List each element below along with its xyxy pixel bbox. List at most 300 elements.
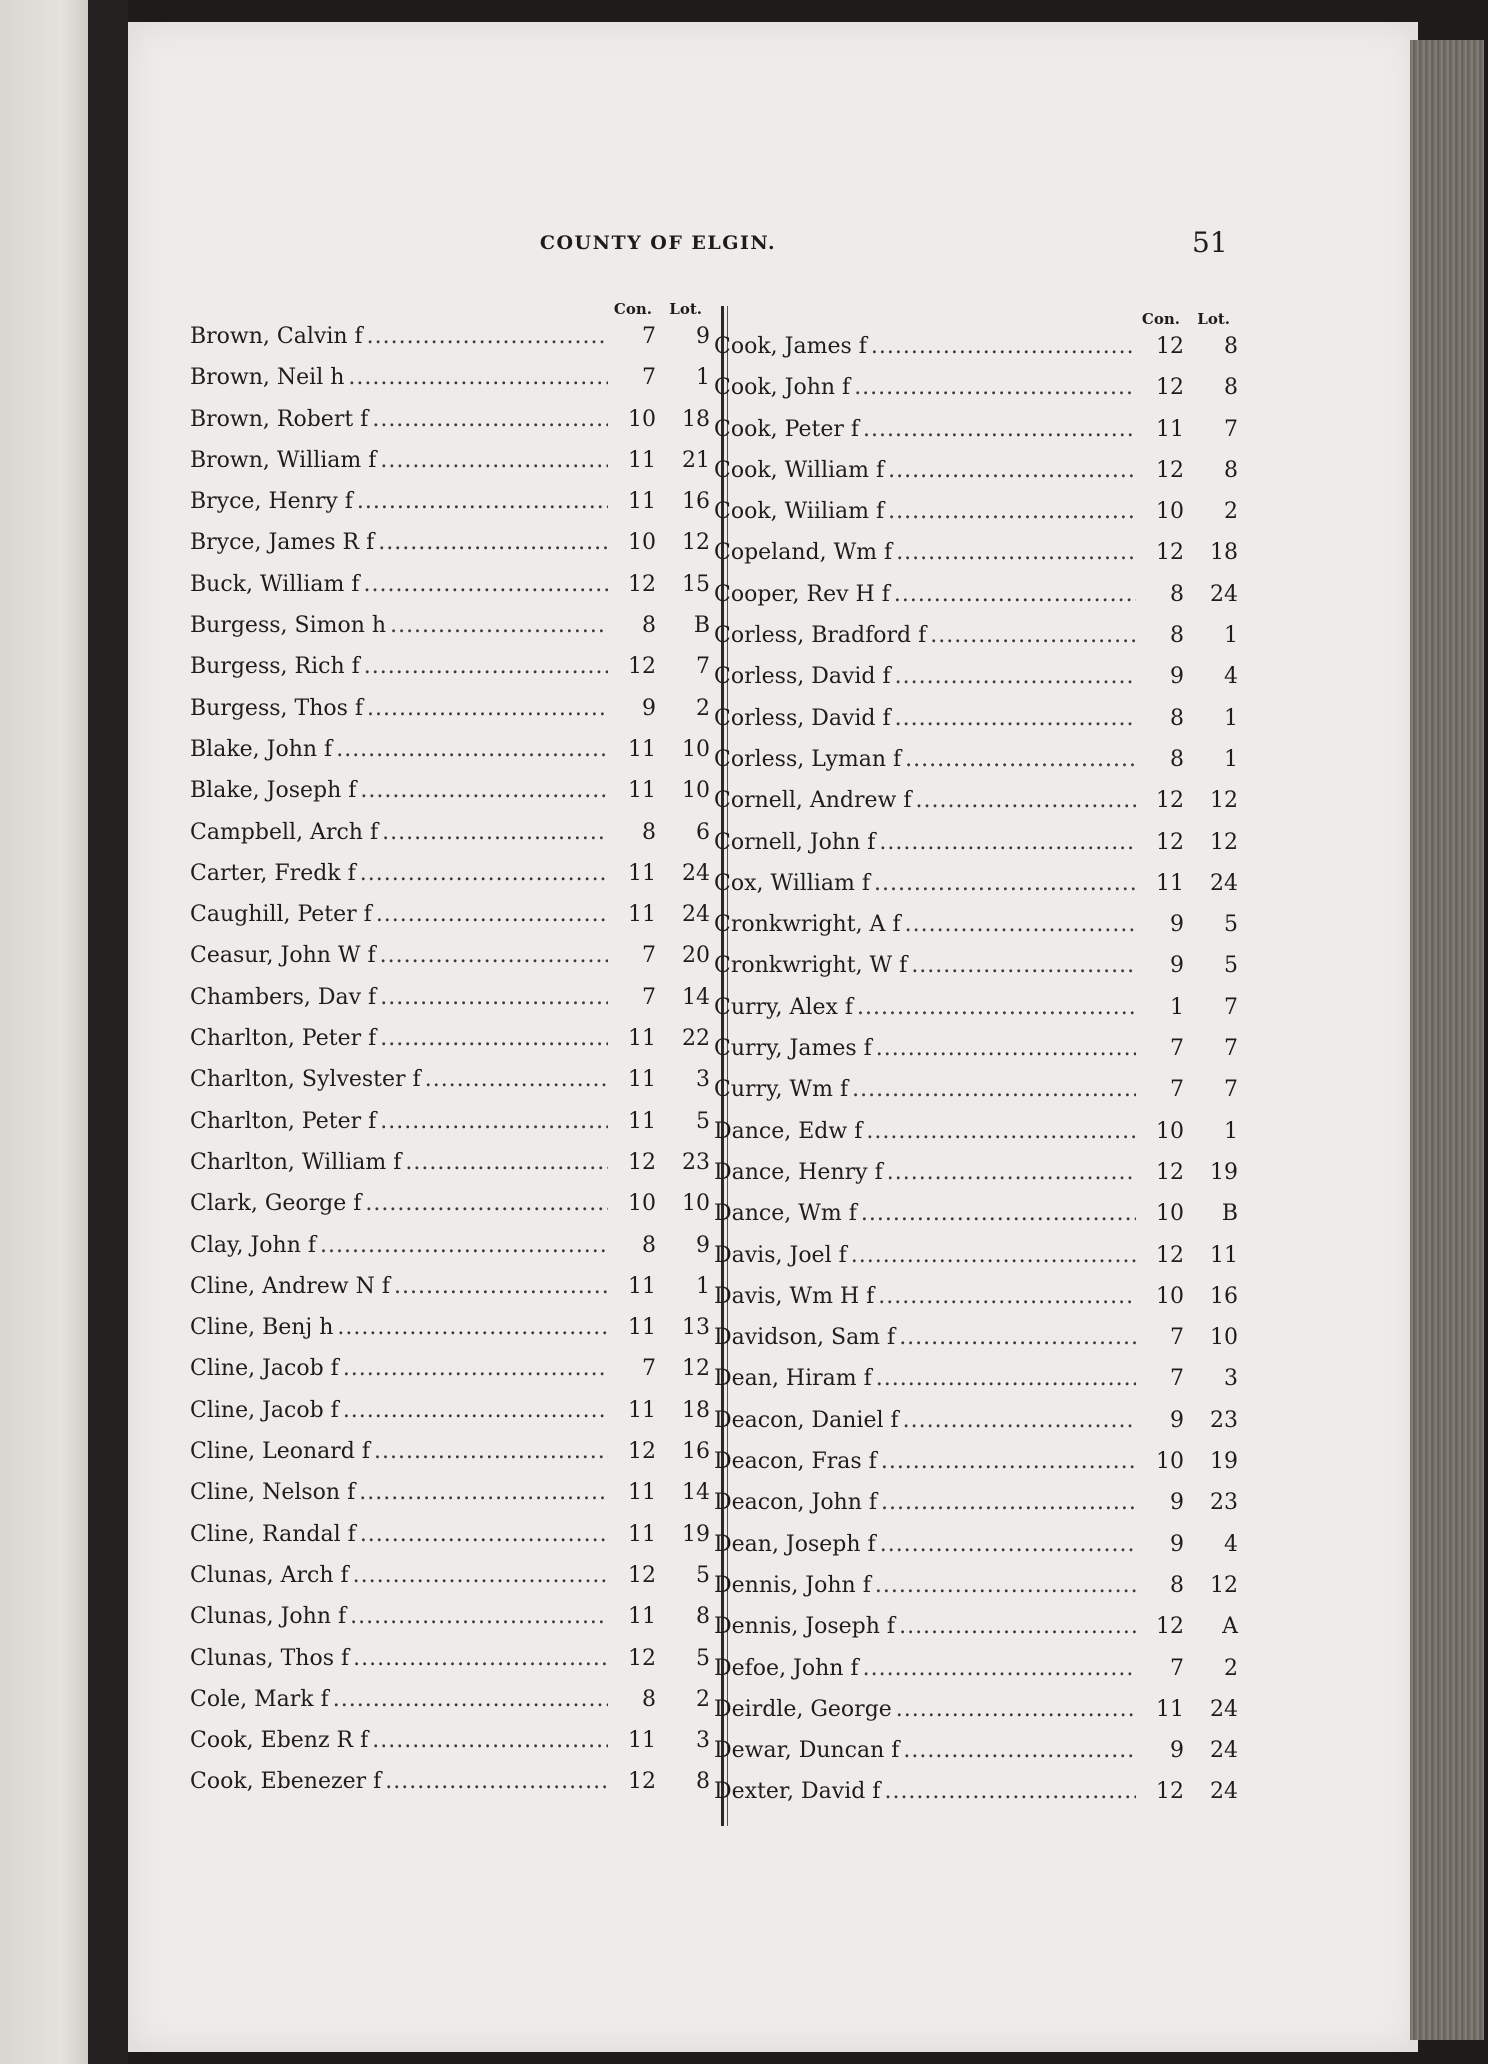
entry-con: 11 <box>1156 416 1184 442</box>
right-column-header <box>714 310 1238 334</box>
entry-name: Cline, Jacob f <box>190 1356 339 1382</box>
entry-lot: 10 <box>682 736 710 762</box>
entry-lot: 20 <box>682 943 710 969</box>
entry-name: Dean, Hiram f <box>714 1366 872 1392</box>
entry-lot: 4 <box>1224 1531 1238 1557</box>
leader-dots <box>863 417 1136 442</box>
entry-row <box>190 820 710 861</box>
entry-con: 12 <box>1156 1614 1184 1640</box>
leader-dots <box>899 1614 1136 1639</box>
entry-lot: 24 <box>1210 1779 1238 1805</box>
entry-lot: 19 <box>1210 1449 1238 1475</box>
entry-row <box>190 1687 710 1728</box>
entry-lot: 24 <box>1210 581 1238 607</box>
leader-dots <box>394 1274 608 1299</box>
lot-heading: Lot. <box>1197 310 1230 328</box>
entry-lot: 24 <box>682 860 710 886</box>
entry-name: Bryce, James R f <box>190 530 375 556</box>
leader-dots <box>337 1315 608 1340</box>
entry-name: Charlton, Peter f <box>190 1108 377 1134</box>
entry-row <box>714 1532 1238 1573</box>
entry-lot: 5 <box>1224 953 1238 979</box>
entry-lot: 23 <box>1210 1490 1238 1516</box>
entry-row <box>190 696 710 737</box>
entry-lot: A <box>1222 1614 1238 1640</box>
leader-dots <box>385 1769 608 1794</box>
entry-name: Clunas, John f <box>190 1604 347 1630</box>
entry-row <box>714 417 1238 458</box>
leader-dots <box>866 1119 1136 1144</box>
entry-lot: 9 <box>696 324 710 349</box>
leader-dots <box>895 706 1136 731</box>
entry-lot: 24 <box>1210 1738 1238 1764</box>
entry-lot: 12 <box>682 1356 710 1382</box>
entry-row <box>714 995 1238 1036</box>
entry-con: 8 <box>1170 623 1184 649</box>
entry-row <box>190 737 710 778</box>
leader-dots <box>348 365 608 390</box>
leader-dots <box>372 1728 608 1753</box>
entry-name: Cook, Peter f <box>714 416 859 442</box>
entry-name: Cook, James f <box>714 334 867 359</box>
entry-row <box>190 613 710 654</box>
entry-row <box>190 1026 710 1067</box>
entry-row <box>190 1067 710 1108</box>
entry-con: 10 <box>628 1191 656 1217</box>
entry-con: 9 <box>1170 953 1184 979</box>
entry-con: 9 <box>1170 664 1184 690</box>
entry-row <box>190 1315 710 1356</box>
entry-row <box>190 324 710 365</box>
entry-name: Cole, Mark f <box>190 1686 329 1712</box>
entry-con: 12 <box>1156 334 1184 359</box>
entry-name: Cline, Benj h <box>190 1315 334 1341</box>
page-stack-edge <box>1410 40 1484 2040</box>
entry-con: 7 <box>642 984 656 1010</box>
entry-name: Blake, John f <box>190 736 333 762</box>
entry-name: Cronkwright, A f <box>714 912 901 938</box>
entry-name: Brown, Neil h <box>190 365 345 391</box>
entry-row <box>190 654 710 695</box>
entry-row <box>714 1656 1238 1697</box>
entry-name: Campbell, Arch f <box>190 819 379 845</box>
leader-dots <box>861 1201 1136 1226</box>
entry-lot: 8 <box>696 1769 710 1795</box>
leader-dots <box>895 664 1136 689</box>
entry-name: Dennis, Joseph f <box>714 1614 896 1640</box>
entry-lot: 1 <box>696 365 710 391</box>
entry-name: Corless, Bradford f <box>714 623 927 649</box>
entry-lot: 22 <box>682 1026 710 1052</box>
entry-lot: 7 <box>696 654 710 680</box>
entry-lot: 1 <box>1224 623 1238 649</box>
entry-con: 7 <box>642 324 656 349</box>
leader-dots <box>360 861 608 886</box>
entry-con: 9 <box>1170 1531 1184 1557</box>
leader-dots <box>911 953 1136 978</box>
entry-name: Curry, Alex f <box>714 994 854 1020</box>
leader-dots <box>425 1067 608 1092</box>
entry-lot: 12 <box>682 530 710 556</box>
entry-con: 11 <box>628 1397 656 1423</box>
entry-name: Cline, Jacob f <box>190 1397 339 1423</box>
right-entry-list <box>714 334 1238 1821</box>
leader-dots <box>896 540 1136 565</box>
entry-row <box>190 1150 710 1191</box>
entry-con: 11 <box>628 1604 656 1630</box>
entry-con: 10 <box>1156 1283 1184 1309</box>
entry-lot: 1 <box>1224 705 1238 731</box>
entry-lot: 23 <box>1210 1407 1238 1433</box>
left-column <box>190 300 710 1811</box>
entry-con: 7 <box>642 943 656 969</box>
leader-dots <box>899 1325 1136 1350</box>
entry-row <box>714 953 1238 994</box>
entry-row <box>190 1522 710 1563</box>
entry-lot: 5 <box>696 1108 710 1134</box>
entry-lot: 12 <box>1210 829 1238 855</box>
entry-con: 12 <box>1156 375 1184 401</box>
entry-lot: 8 <box>1224 334 1238 359</box>
entry-con: 9 <box>642 695 656 721</box>
right-column <box>714 310 1238 1821</box>
entry-con: 10 <box>628 530 656 556</box>
entry-name: Curry, Wm f <box>714 1077 849 1103</box>
con-heading: Con. <box>1141 310 1180 328</box>
entry-row <box>714 1243 1238 1284</box>
entry-lot: 2 <box>1224 499 1238 525</box>
entry-name: Cornell, John f <box>714 829 876 855</box>
entry-name: Corless, Lyman f <box>714 746 902 772</box>
entry-con: 11 <box>628 447 656 473</box>
entry-row <box>714 664 1238 705</box>
leader-dots <box>367 324 608 349</box>
leader-dots <box>879 830 1136 855</box>
entry-name: Cox, William f <box>714 870 870 896</box>
entry-lot: 18 <box>1210 540 1238 566</box>
leader-dots <box>896 1697 1136 1722</box>
entry-row <box>714 871 1238 912</box>
entry-con: 7 <box>642 1356 656 1382</box>
entry-name: Brown, Robert f <box>190 406 369 432</box>
entry-con: 10 <box>628 406 656 432</box>
leader-dots <box>333 1687 608 1712</box>
entry-row <box>714 706 1238 747</box>
entry-row <box>714 582 1238 623</box>
entry-lot: 24 <box>682 902 710 928</box>
leader-dots <box>878 1284 1136 1309</box>
entry-row <box>190 365 710 406</box>
entry-con: 12 <box>628 1439 656 1465</box>
entry-name: Davidson, Sam f <box>714 1325 896 1351</box>
entry-con: 7 <box>1170 1366 1184 1392</box>
entry-row <box>714 1449 1238 1490</box>
entry-name: Dennis, John f <box>714 1572 871 1598</box>
entry-con: 8 <box>1170 581 1184 607</box>
entry-row <box>190 1646 710 1687</box>
leader-dots <box>874 871 1136 896</box>
entry-con: 9 <box>1170 912 1184 938</box>
entry-row <box>714 1119 1238 1160</box>
entry-con: 12 <box>1156 457 1184 483</box>
previous-page-edge <box>0 0 88 2064</box>
entry-con: 12 <box>1156 1159 1184 1185</box>
leader-dots <box>353 1646 608 1671</box>
entry-lot: 1 <box>1224 1118 1238 1144</box>
leader-dots <box>353 1563 608 1588</box>
entry-row <box>714 747 1238 788</box>
entry-row <box>190 1480 710 1521</box>
entry-con: 11 <box>628 902 656 928</box>
entry-name: Cornell, Andrew f <box>714 788 912 814</box>
entry-con: 11 <box>628 1067 656 1093</box>
entry-lot: 24 <box>1210 1696 1238 1722</box>
leader-dots <box>363 572 608 597</box>
leader-dots <box>888 499 1136 524</box>
entry-row <box>190 1563 710 1604</box>
entry-name: Cook, William f <box>714 457 885 483</box>
entry-lot: 13 <box>682 1315 710 1341</box>
entry-row <box>190 861 710 902</box>
entry-row <box>714 1325 1238 1366</box>
entry-con: 8 <box>642 1686 656 1712</box>
entry-name: Clay, John f <box>190 1232 317 1258</box>
leader-dots <box>336 737 608 762</box>
entry-row <box>714 334 1238 375</box>
entry-lot: 5 <box>696 1562 710 1588</box>
entry-name: Burgess, Rich f <box>190 654 360 680</box>
leader-dots <box>374 1439 608 1464</box>
leader-dots <box>930 623 1136 648</box>
entry-row <box>190 407 710 448</box>
entry-con: 7 <box>1170 1036 1184 1062</box>
entry-con: 10 <box>1156 1201 1184 1227</box>
entry-lot: 16 <box>682 1439 710 1465</box>
entry-row <box>190 1274 710 1315</box>
entry-lot: 7 <box>1224 416 1238 442</box>
entry-name: Clark, George f <box>190 1191 362 1217</box>
entry-con: 10 <box>1156 1118 1184 1144</box>
entry-con: 8 <box>1170 746 1184 772</box>
entry-name: Cline, Leonard f <box>190 1439 370 1465</box>
entry-name: Copeland, Wm f <box>714 540 893 566</box>
entry-name: Dance, Henry f <box>714 1159 883 1185</box>
leader-dots <box>372 407 608 432</box>
entry-lot: 9 <box>696 1232 710 1258</box>
entry-con: 11 <box>1156 1696 1184 1722</box>
entry-name: Bryce, Henry f <box>190 489 353 515</box>
entry-con: 7 <box>642 365 656 391</box>
leader-dots <box>905 912 1136 937</box>
entry-name: Blake, Joseph f <box>190 778 357 804</box>
entry-row <box>714 499 1238 540</box>
entry-row <box>190 489 710 530</box>
entry-con: 12 <box>1156 540 1184 566</box>
entry-lot: 8 <box>1224 457 1238 483</box>
entry-row <box>714 1490 1238 1531</box>
entry-con: 12 <box>628 1562 656 1588</box>
leader-dots <box>376 902 608 927</box>
entry-lot: 18 <box>682 1397 710 1423</box>
entry-row <box>190 1356 710 1397</box>
leader-dots <box>320 1233 608 1258</box>
entry-lot: 2 <box>696 695 710 721</box>
entry-lot: 3 <box>1224 1366 1238 1392</box>
leader-dots <box>857 995 1136 1020</box>
entry-row <box>714 1408 1238 1449</box>
entry-name: Clunas, Thos f <box>190 1645 350 1671</box>
entry-name: Dance, Edw f <box>714 1118 863 1144</box>
entry-name: Cook, Wiiliam f <box>714 499 885 525</box>
entry-row <box>714 1284 1238 1325</box>
leader-dots <box>360 778 608 803</box>
entry-lot: 10 <box>1210 1325 1238 1351</box>
entry-row <box>714 1160 1238 1201</box>
leader-dots <box>871 334 1136 359</box>
leader-dots <box>405 1150 608 1175</box>
entry-row <box>190 530 710 571</box>
lot-heading: Lot. <box>669 300 702 318</box>
entry-con: 7 <box>1170 1077 1184 1103</box>
entry-name: Buck, William f <box>190 571 360 597</box>
entry-name: Defoe, John f <box>714 1655 859 1681</box>
entry-con: 12 <box>1156 1242 1184 1268</box>
entry-row <box>190 985 710 1026</box>
leader-dots <box>350 1604 608 1629</box>
entry-con: 9 <box>1170 1738 1184 1764</box>
leader-dots <box>905 747 1136 772</box>
entry-name: Dexter, David f <box>714 1779 881 1805</box>
entry-row <box>190 1728 710 1769</box>
entry-row <box>714 1779 1238 1820</box>
entry-con: 11 <box>628 1108 656 1134</box>
entry-row <box>190 1769 710 1810</box>
leader-dots <box>852 1077 1136 1102</box>
page-number: 51 <box>1192 226 1228 259</box>
entry-row <box>714 1366 1238 1407</box>
entry-con: 1 <box>1170 994 1184 1020</box>
leader-dots <box>380 943 608 968</box>
entry-lot: 14 <box>682 1480 710 1506</box>
leader-dots <box>365 1191 608 1216</box>
entry-name: Brown, Calvin f <box>190 324 363 349</box>
con-heading: Con. <box>613 300 652 318</box>
entry-lot: 1 <box>696 1273 710 1299</box>
entry-con: 7 <box>1170 1325 1184 1351</box>
entry-name: Davis, Wm H f <box>714 1283 875 1309</box>
leader-dots <box>876 1036 1136 1061</box>
entry-name: Ceasur, John W f <box>190 943 376 969</box>
entry-name: Davis, Joel f <box>714 1242 847 1268</box>
leader-dots <box>364 654 608 679</box>
entry-name: Corless, David f <box>714 705 891 731</box>
entry-row <box>190 1398 710 1439</box>
entry-row <box>190 1439 710 1480</box>
entry-name: Dean, Joseph f <box>714 1531 876 1557</box>
entry-row <box>714 1738 1238 1779</box>
entry-row <box>714 1036 1238 1077</box>
leader-dots <box>876 1366 1136 1391</box>
entry-lot: 19 <box>682 1521 710 1547</box>
entry-lot: B <box>1221 1201 1238 1227</box>
entry-lot: 2 <box>1224 1655 1238 1681</box>
entry-name: Deirdle, George <box>714 1696 892 1722</box>
entry-lot: 24 <box>1210 870 1238 896</box>
leader-dots <box>884 1779 1136 1804</box>
leader-dots <box>382 820 608 845</box>
entry-con: 9 <box>1170 1407 1184 1433</box>
entry-name: Cook, Ebenezer f <box>190 1769 382 1795</box>
entry-con: 12 <box>628 1149 656 1175</box>
entry-lot: 18 <box>682 406 710 432</box>
entry-name: Burgess, Simon h <box>190 613 387 639</box>
entry-row <box>714 830 1238 871</box>
entry-lot: 12 <box>1210 1572 1238 1598</box>
entry-lot: 4 <box>1224 664 1238 690</box>
entry-name: Burgess, Thos f <box>190 695 364 721</box>
entry-lot: 10 <box>682 1191 710 1217</box>
entry-name: Deacon, Daniel f <box>714 1407 899 1433</box>
entry-name: Cook, Ebenz R f <box>190 1728 369 1754</box>
entry-lot: 3 <box>696 1067 710 1093</box>
entry-con: 8 <box>642 819 656 845</box>
entry-name: Carter, Fredk f <box>190 860 356 886</box>
entry-con: 11 <box>628 1728 656 1754</box>
leader-dots <box>854 375 1136 400</box>
entry-con: 11 <box>628 778 656 804</box>
entry-con: 12 <box>628 1769 656 1795</box>
entry-name: Corless, David f <box>714 664 891 690</box>
leader-dots <box>881 1449 1136 1474</box>
entry-con: 11 <box>628 1521 656 1547</box>
left-column-header <box>190 300 710 324</box>
entry-row <box>190 1109 710 1150</box>
entry-con: 12 <box>628 654 656 680</box>
leader-dots <box>894 582 1136 607</box>
entry-lot: 2 <box>696 1686 710 1712</box>
entry-name: Clunas, Arch f <box>190 1562 349 1588</box>
entry-row <box>714 1697 1238 1738</box>
entry-row <box>714 912 1238 953</box>
leader-dots <box>359 1480 608 1505</box>
entry-con: 11 <box>628 1315 656 1341</box>
entry-con: 12 <box>1156 788 1184 814</box>
entry-con: 12 <box>628 571 656 597</box>
entry-row <box>190 1604 710 1645</box>
entry-con: 12 <box>628 1645 656 1671</box>
entry-con: 10 <box>1156 1449 1184 1475</box>
leader-dots <box>390 613 608 638</box>
entry-lot: 7 <box>1224 1077 1238 1103</box>
entry-name: Cronkwright, W f <box>714 953 908 979</box>
entry-lot: 8 <box>696 1604 710 1630</box>
entry-name: Caughill, Peter f <box>190 902 372 928</box>
entry-con: 11 <box>628 489 656 515</box>
entry-name: Charlton, Sylvester f <box>190 1067 421 1093</box>
leader-dots <box>875 1573 1136 1598</box>
entry-name: Dewar, Duncan f <box>714 1738 900 1764</box>
entry-row <box>714 1573 1238 1614</box>
entry-lot: 16 <box>682 489 710 515</box>
entry-con: 12 <box>1156 1779 1184 1805</box>
entry-row <box>190 572 710 613</box>
entry-name: Cline, Randal f <box>190 1521 356 1547</box>
entry-row <box>714 1201 1238 1242</box>
entry-lot: 12 <box>1210 788 1238 814</box>
entry-con: 8 <box>1170 1572 1184 1598</box>
entry-lot: 21 <box>682 447 710 473</box>
entry-lot: 19 <box>1210 1159 1238 1185</box>
